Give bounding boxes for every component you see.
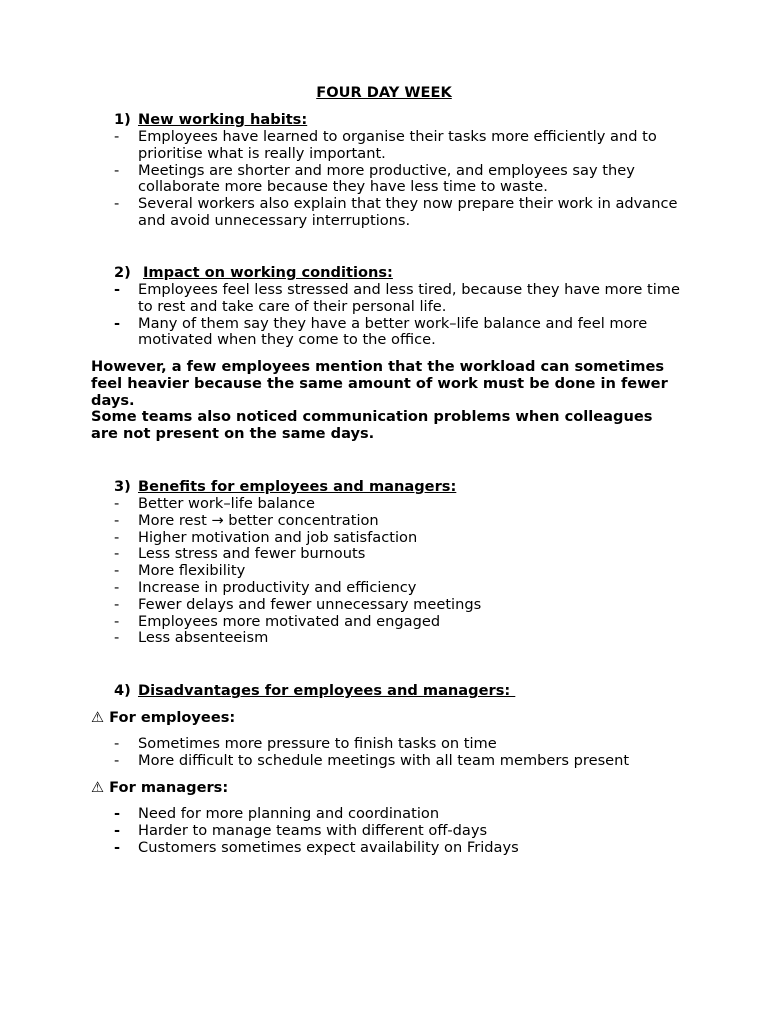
list-item xyxy=(114,840,684,857)
list-dash: - xyxy=(114,314,121,332)
section-title: New working habits: xyxy=(138,111,308,128)
list-item-text: Better work–life balance xyxy=(138,495,315,512)
list-dash: - xyxy=(114,161,120,179)
list-item-text: Need for more planning and coordination xyxy=(138,805,440,822)
list-item-text: Several workers also explain that they now prepare their work in advance and avoid unnecessary interruptions. xyxy=(138,195,678,229)
list-item-text: Increase in productivity and efficiency xyxy=(138,578,417,596)
section-number: 2) xyxy=(114,264,131,281)
list-item-text: Customers sometimes expect availability on Fridays xyxy=(138,838,519,856)
section-number: 3) xyxy=(114,478,131,495)
list-dash: - xyxy=(114,838,121,856)
list-dash: - xyxy=(114,281,121,298)
section-1-list xyxy=(114,129,684,230)
list-item xyxy=(114,496,684,513)
list-dash: - xyxy=(114,629,120,647)
list-dash: - xyxy=(114,128,120,145)
note-paragraph: Some teams also noticed communication problems when colleagues are not present on the same days. xyxy=(91,408,653,443)
section-3-list xyxy=(114,496,684,647)
list-item-text: Higher motivation and job satisfaction xyxy=(138,528,418,546)
list-dash: - xyxy=(114,528,120,546)
section-number: 4) xyxy=(114,682,131,699)
section-number: 1) xyxy=(114,111,131,128)
managers-subheading: ⚠ For managers: xyxy=(91,779,229,796)
list-item xyxy=(114,513,684,530)
section-title: Impact on working conditions: xyxy=(143,264,393,281)
note-paragraph: However, a few employees mention that the workload can sometimes feel heavier because the same amount of work must be done in fewer days. xyxy=(91,358,668,409)
list-item xyxy=(114,614,684,631)
list-item xyxy=(114,129,684,163)
list-item-text: Less absenteeism xyxy=(138,629,269,647)
section-2-list xyxy=(114,282,684,349)
list-item-text: Employees feel less stressed and less tired, because they have more time to rest and take care of their personal life. xyxy=(138,281,680,315)
list-item xyxy=(114,580,684,597)
employees-subheading: ⚠ For employees: xyxy=(91,709,236,726)
list-item-text: Fewer delays and fewer unnecessary meetings xyxy=(138,595,482,613)
list-item xyxy=(114,563,684,580)
document-title: FOUR DAY WEEK xyxy=(316,84,452,101)
list-item-text: More rest → better concentration xyxy=(138,511,379,529)
list-item-text: More difficult to schedule meetings with all team members present xyxy=(138,751,630,769)
list-item xyxy=(114,753,684,770)
list-item xyxy=(114,806,684,823)
list-item-text: Many of them say they have a better work–life balance and feel more motivated when they come to the office. xyxy=(138,314,648,349)
section-2-heading xyxy=(114,265,393,282)
section-3-heading xyxy=(114,479,456,496)
list-item-text: More flexibility xyxy=(138,562,246,580)
list-item-text: Meetings are shorter and more productive, and employees say they collaborate more because they have less time to waste. xyxy=(138,161,635,196)
section-1-heading xyxy=(114,112,307,129)
list-dash: - xyxy=(114,821,121,839)
employees-disadvantages-list xyxy=(114,736,684,770)
list-dash: - xyxy=(114,495,120,512)
list-dash: - xyxy=(114,578,120,596)
list-dash: - xyxy=(114,751,120,769)
section-4-heading xyxy=(114,683,515,700)
list-item xyxy=(114,823,684,840)
list-item-text: Harder to manage teams with different off-days xyxy=(138,821,488,839)
list-item-text: Less stress and fewer burnouts xyxy=(138,545,366,563)
list-item xyxy=(114,163,684,197)
list-item xyxy=(114,530,684,547)
list-dash: - xyxy=(114,195,120,213)
list-item-text: Employees have learned to organise their tasks more efficiently and to prioritise what is really important. xyxy=(138,128,657,162)
list-item xyxy=(114,597,684,614)
list-dash: - xyxy=(114,562,120,580)
section-title: Disadvantages for employees and managers: xyxy=(138,682,516,699)
section-title: Benefits for employees and managers: xyxy=(138,478,457,495)
list-item xyxy=(114,282,684,316)
list-item xyxy=(114,316,684,350)
list-dash: - xyxy=(114,511,120,529)
list-dash: - xyxy=(114,735,120,752)
managers-disadvantages-list xyxy=(114,806,684,856)
list-item xyxy=(114,196,684,230)
list-item xyxy=(114,546,684,563)
workload-note xyxy=(91,359,681,443)
list-dash: - xyxy=(114,545,120,563)
list-item xyxy=(114,630,684,647)
list-item-text: Sometimes more pressure to finish tasks on time xyxy=(138,735,497,752)
list-dash: - xyxy=(114,805,121,822)
list-item-text: Employees more motivated and engaged xyxy=(138,612,441,630)
list-dash: - xyxy=(114,612,120,630)
list-item xyxy=(114,736,684,753)
list-dash: - xyxy=(114,595,120,613)
